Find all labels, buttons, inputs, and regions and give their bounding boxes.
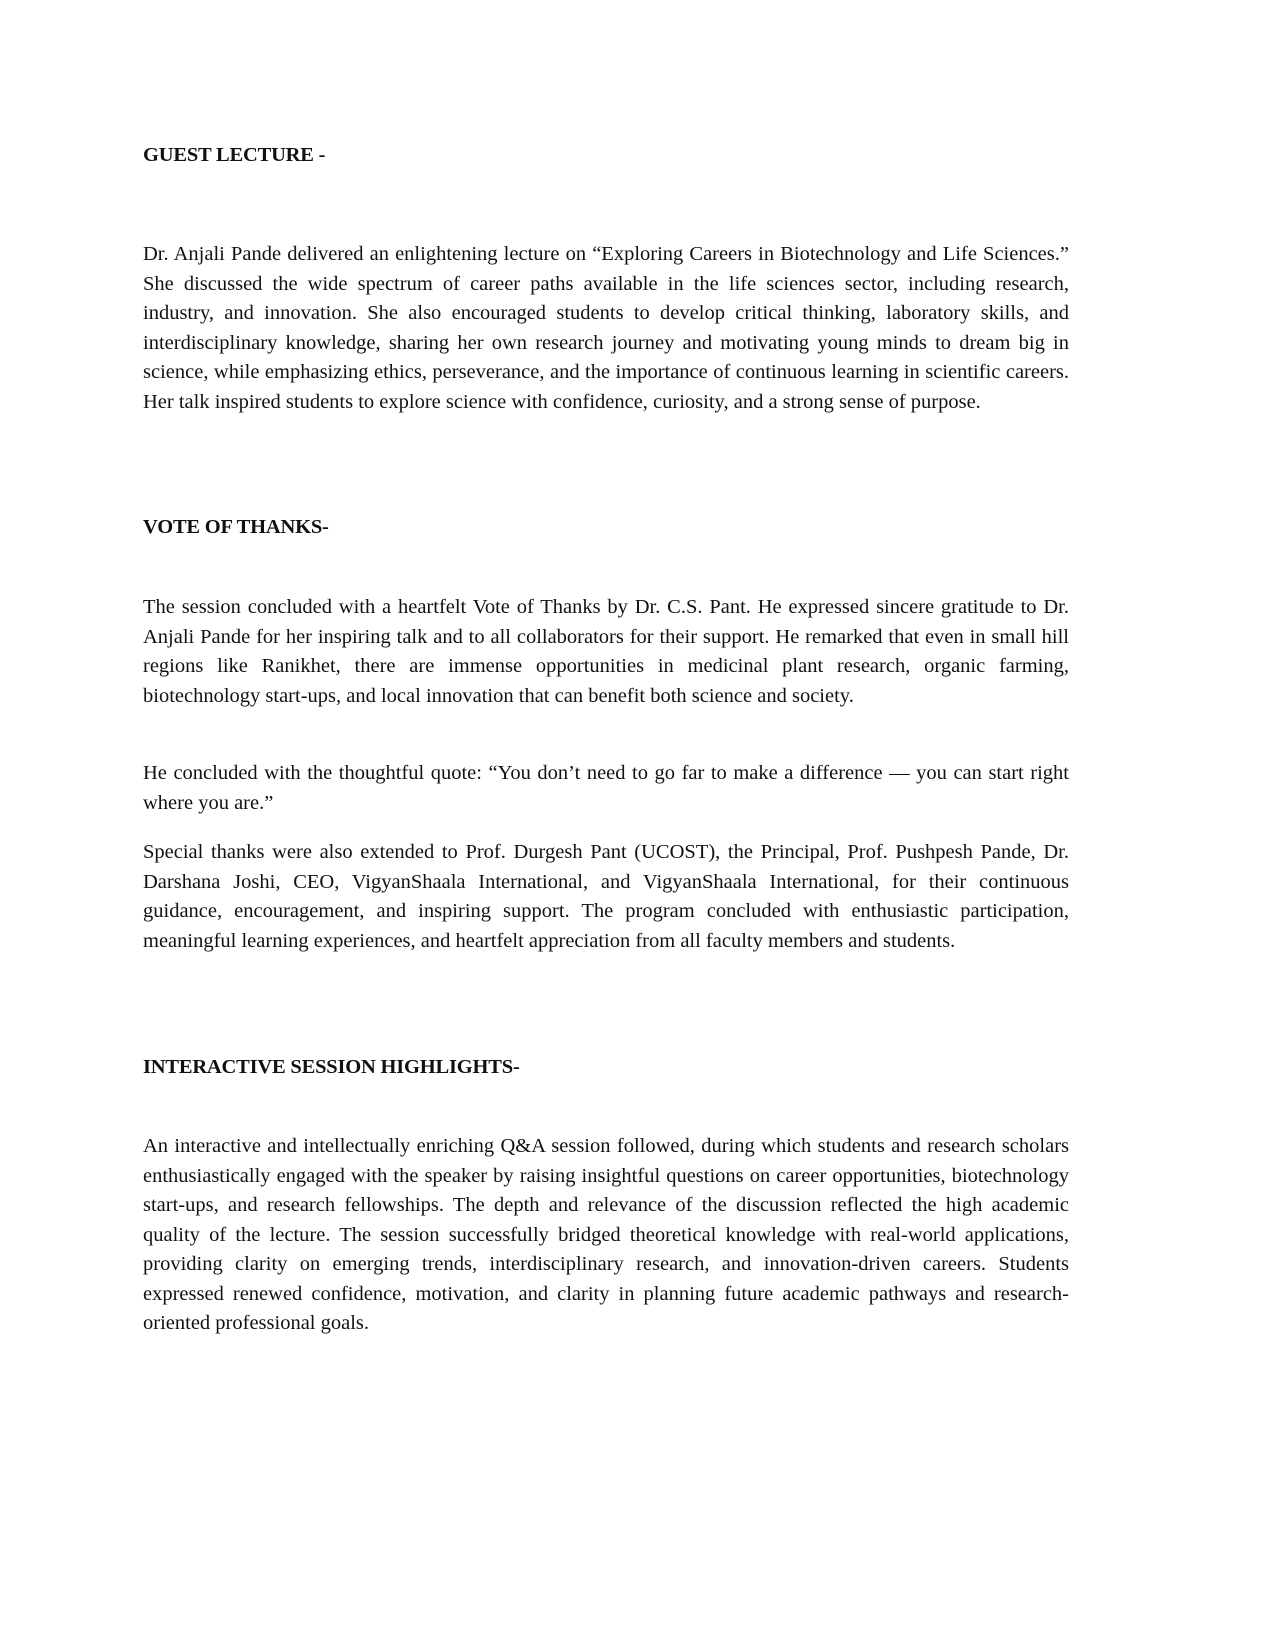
paragraph-special-thanks: Special thanks were also extended to Prof. Durgesh Pant (UCOST), the Principal, Prof. Pushpesh Pande, Dr. Darshana Joshi, CEO, VigyanShaala International, and VigyanShaala International, for their continuous guidance, encouragement, and inspiring support. The program concluded with enthusiastic participation, meaningful learning experiences, and heartfelt appreciation from all faculty members and students.	[143, 841, 1069, 952]
section-heading-interactive-session: INTERACTIVE SESSION HIGHLIGHTS-	[143, 1056, 520, 1078]
section-heading-guest-lecture: GUEST LECTURE -	[143, 144, 326, 166]
paragraph-vote-of-thanks: The session concluded with a heartfelt Vote of Thanks by Dr. C.S. Pant. He expressed sincere gratitude to Dr. Anjali Pande for her inspiring talk and to all collaborators for their support. He remarked that even in small hill regions like Ranikhet, there are immense opportunities in medicinal plant research, organic farming, biotechnology start-ups, and local innovation that can benefit both science and society.	[143, 596, 1069, 707]
paragraph-guest-lecture: Dr. Anjali Pande delivered an enlightening lecture on “Exploring Careers in Biotechnology and Life Sciences.” She discussed the wide spectrum of career paths available in the life sciences sector, including research, industry, and innovation. She also encouraged students to develop critical thinking, laboratory skills, and interdisciplinary knowledge, sharing her own research journey and motivating young minds to dream big in science, while emphasizing ethics, perseverance, and the importance of continuous learning in scientific careers. Her talk inspired students to explore science with confidence, curiosity, and a strong sense of purpose.	[143, 243, 1069, 413]
paragraph-quote: He concluded with the thoughtful quote: “You don’t need to go far to make a difference — you can start right where you are.”	[143, 762, 1069, 814]
paragraph-interactive-session: An interactive and intellectually enriching Q&A session followed, during which students and research scholars enthusiastically engaged with the speaker by raising insightful questions on career opportunities, biotechnology start-ups, and research fellowships. The depth and relevance of the discussion reflected the high academic quality of the lecture. The session successfully bridged theoretical knowledge with real-world applications, providing clarity on emerging trends, interdisciplinary research, and innovation-driven careers. Students expressed renewed confidence, motivation, and clarity in planning future academic pathways and research-oriented professional goals.	[143, 1135, 1069, 1334]
section-heading-vote-of-thanks: VOTE OF THANKS-	[143, 516, 329, 538]
